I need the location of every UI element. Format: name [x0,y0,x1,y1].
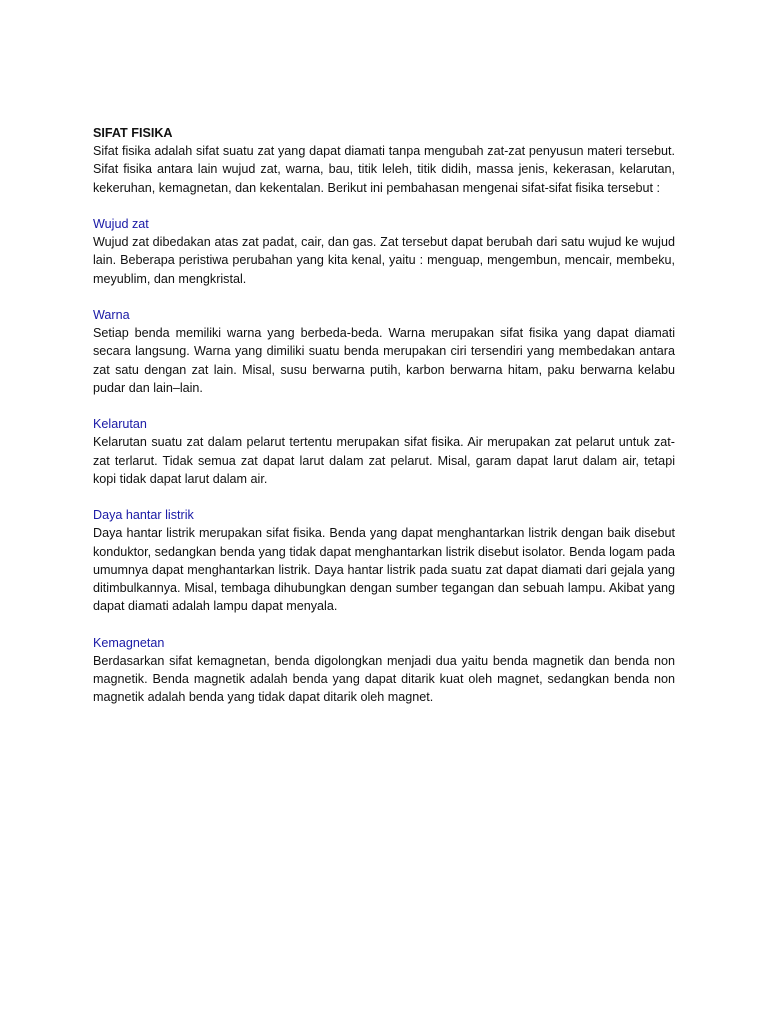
section-daya-hantar-listrik [93,506,675,615]
section-kelarutan [93,415,675,488]
section-wujud-zat [93,215,675,288]
intro-paragraph: Sifat fisika adalah sifat suatu zat yang dapat diamati tanpa mengubah zat-zat penyusun materi tersebut. Sifat fisika antara lain wujud zat, warna, bau, titik leleh, titik didih, massa jenis, kekerasan, kelarutan, kekeruhan, kemagnetan, dan kekentalan. Berikut ini pembahasan mengenai sifat-sifat fisika tersebut : [93,144,675,195]
section-heading: Wujud zat [93,217,149,231]
document-title: SIFAT FISIKA [93,126,173,140]
section-heading: Kelarutan [93,417,147,432]
section-kemagnetan [93,634,675,707]
section-heading: Warna [93,308,130,322]
section-body: Kelarutan suatu zat dalam pelarut tertentu merupakan sifat fisika. Air merupakan zat pelarut untuk zat-zat terlarut. Tidak semua zat dapat larut dalam zat pelarut. Misal, garam dapat larut dalam air, tetapi kopi tidak dapat larut dalam air. [93,435,675,486]
document-page [93,124,675,706]
section-warna [93,306,675,397]
section-body: Setiap benda memiliki warna yang berbeda-beda. Warna merupakan sifat fisika yang dapat diamati secara langsung. Warna yang dimiliki suatu benda merupakan ciri tersendiri yang membedakan antara zat satu dengan zat lain. Misal, susu berwarna putih, karbon berwarna hitam, paku berwarna kelabu pudar dan lain–lain. [93,326,675,395]
section-heading: Kemagnetan [93,635,165,650]
section-body: Berdasarkan sifat kemagnetan, benda digolongkan menjadi dua yaitu benda magnetik dan benda non magnetik. Benda magnetik adalah benda yang dapat ditarik kuat oleh magnet, sedangkan benda non magnetik adalah benda yang tidak dapat ditarik oleh magnet. [93,653,675,705]
section-body: Daya hantar listrik merupakan sifat fisika. Benda yang dapat menghantarkan listrik dengan baik disebut konduktor, sedangkan benda yang tidak dapat menghantarkan listrik disebut isolator. Benda logam pada umumnya dapat menghantarkan listrik. Daya hantar listrik pada suatu zat dapat diamati dari gejala yang ditimbulkannya. Misal, tembaga dihubungkan dengan sumber tegangan dan sebuah lampu. Akibat yang dapat diamati adalah lampu dapat menyala. [93,526,675,614]
section-heading: Daya hantar listrik [93,508,194,523]
section-body: Wujud zat dibedakan atas zat padat, cair, dan gas. Zat tersebut dapat berubah dari satu wujud ke wujud lain. Beberapa peristiwa perubahan yang kita kenal, yaitu : menguap, mengembun, mencair, membeku, meyublim, dan mengkristal. [93,235,675,286]
